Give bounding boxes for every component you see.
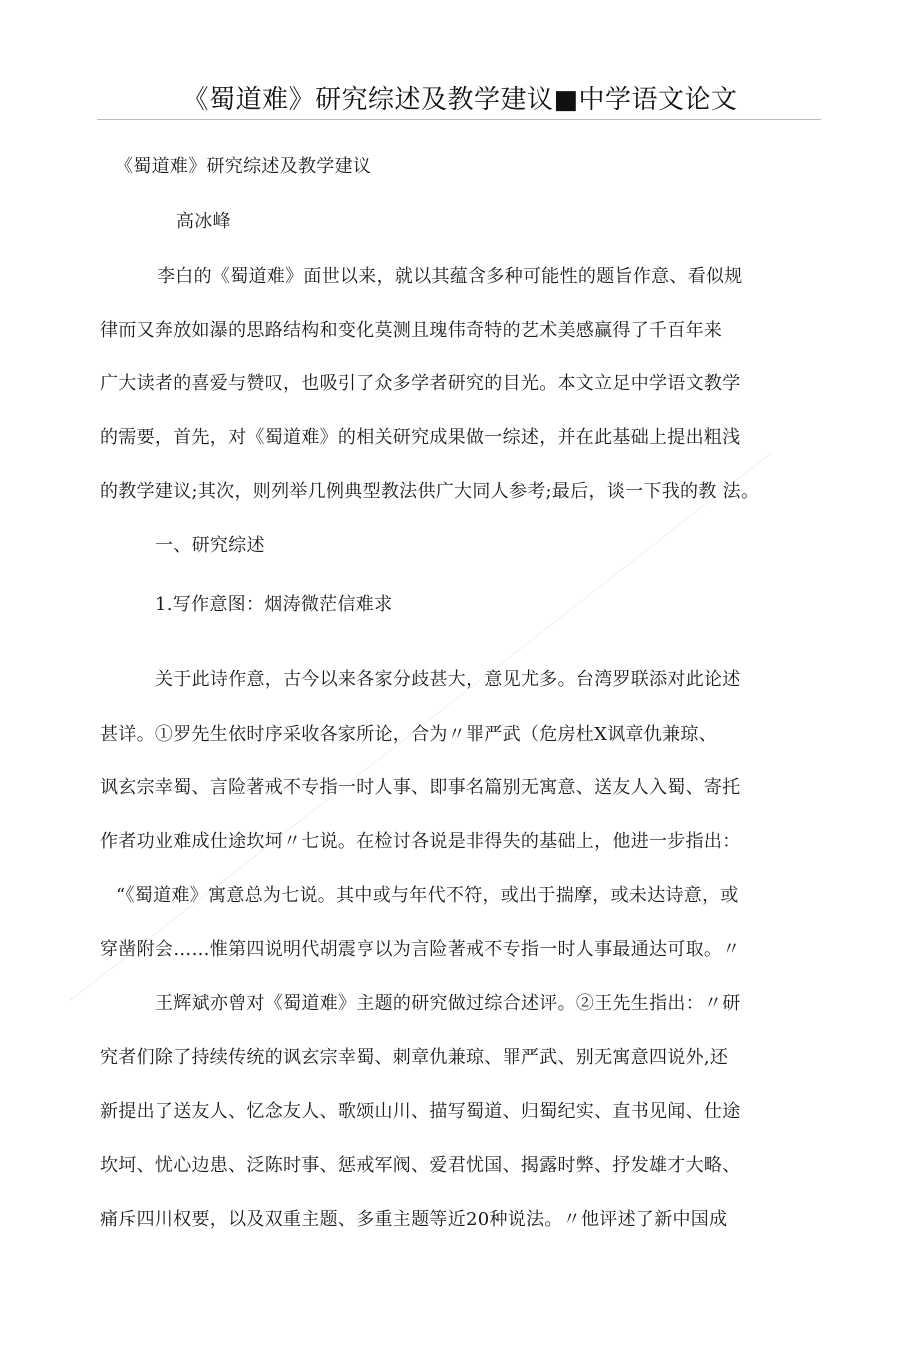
body-line: 痛斥四川权要，以及双重主题、多重主题等近20种说法。〃他评述了新中国成 (100, 1209, 728, 1230)
body-line: 坎坷、忧心边患、泛陈时事、惩戒军阀、爱君忧国、揭露时弊、抒发雄才大略、 (100, 1155, 741, 1176)
subsection-heading: 1.写作意图：烟涛微茫信难求 (155, 594, 393, 615)
body-line: 作者功业难成仕途坎坷〃七说。在检讨各说是非得失的基础上，他进一步指出： (100, 831, 741, 852)
body-line: 讽玄宗幸蜀、言险著戒不专指一时人事、即事名篇别无寓意、送友人入蜀、寄托 (100, 777, 741, 798)
body-line: 穿凿附会……惟第四说明代胡震亨以为言险著戒不专指一时人事最通达可取。〃 (100, 939, 741, 960)
author: 高冰峰 (176, 211, 231, 232)
body-line: 律而又奔放如瀑的思路结构和变化莫测且瑰伟奇特的艺术美感赢得了千百年来 (100, 320, 723, 341)
body-line: 甚详。①罗先生依时序采收各家所论，合为〃罪严武（危房杜X讽章仇兼琼、 (100, 724, 718, 745)
body-line: 的教学建议;其次，则列举几例典型教法供广大同人参考;最后，谈一下我的教 法。 (100, 481, 760, 502)
body-line: 李白的《蜀道难》面世以来，就以其蕴含多种可能性的题旨作意、看似规 (157, 266, 743, 287)
body-line: 新提出了送友人、忆念友人、歌颂山川、描写蜀道、归蜀纪实、直书见闻、仕途 (100, 1101, 741, 1122)
page-title: 《蜀道难》研究综述及教学建议■中学语文论文 (182, 85, 738, 115)
section-heading: 一、研究综述 (155, 535, 265, 556)
body-line: 广大读者的喜爱与赞叹，也吸引了众多学者研究的目光。本文立足中学语文教学 (100, 373, 741, 394)
body-line: 关于此诗作意，古今以来各家分歧甚大，意见尤多。台湾罗联添对此论述 (155, 669, 741, 690)
body-line: “《蜀道难》寓意总为七说。其中或与年代不符，或出于揣摩，或未达诗意，或 (116, 885, 739, 906)
body-line: 的需要，首先，对《蜀道难》的相关研究成果做一综述，并在此基础上提出粗浅 (100, 427, 741, 448)
title-divider (97, 119, 821, 120)
subtitle: 《蜀道难》研究综述及教学建议 (115, 156, 372, 177)
body-line: 究者们除了持续传统的讽玄宗幸蜀、刺章仇兼琼、罪严武、别无寓意四说外,还 (100, 1047, 729, 1068)
body-line: 王辉斌亦曾对《蜀道难》主题的研究做过综合述评。②王先生指出：〃研 (155, 993, 741, 1014)
